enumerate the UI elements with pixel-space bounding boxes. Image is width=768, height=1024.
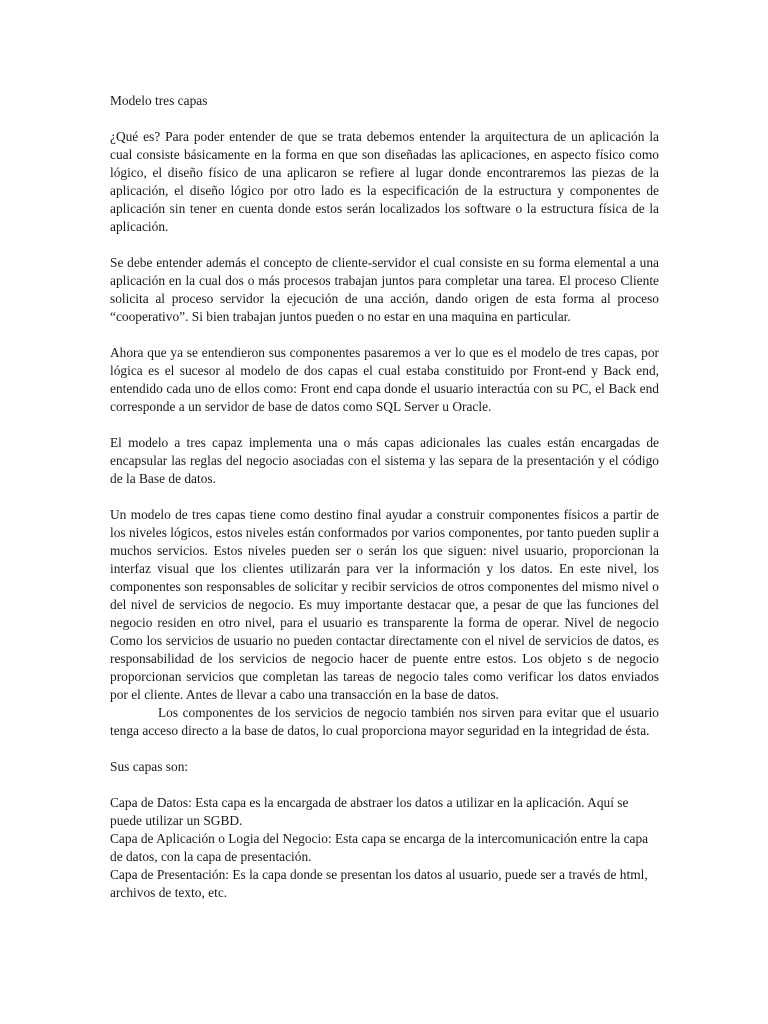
layer-application: Capa de Aplicación o Logia del Negocio: Esta capa se encarga de la intercomunicación entre la capa de datos, con la capa de presentación. (110, 831, 649, 864)
paragraph-business-services: Los componentes de los servicios de negocio también nos sirven para evitar que el usuario tenga acceso directo a la base de datos, lo cual proporciona mayor seguridad en la integridad de ésta. (110, 705, 659, 738)
layers-heading: Sus capas son: (110, 759, 189, 774)
paragraph-two-tier: Ahora que ya se entendieron sus componentes pasaremos a ver lo que es el modelo de tres capas, por lógica es el sucesor al modelo de dos capas el cual estaba constituido por Front-end y Back end, entendido cada uno de ellos como: Front end capa donde el usuario interactúa con su PC, el Back end corresponde a un servidor de base de datos como SQL Server u Oracle. (110, 345, 659, 414)
document-title: Modelo tres capas (110, 93, 208, 108)
paragraph-levels: Un modelo de tres capas tiene como destino final ayudar a construir componentes físicos a partir de los niveles lógicos, estos niveles están conformados por varios componentes, por tanto pueden suplir a muchos servicios. Estos niveles pueden ser o serán los que siguen: nivel usuario, proporcionan la interfaz visual que los clientes utilizarán para ver la información y los datos. En este nivel, los componentes son responsables de solicitar y recibir servicios de otros componentes del mismo nivel o del nivel de servicios de negocio. Es muy importante destacar que, a pesar de que las funciones del negocio residen en otro nivel, para el usuario es transparente la forma de operar. Nivel de negocio Como los servicios de usuario no pueden contactar directamente con el nivel de servicios de datos, es responsabilidad de los servicios de negocio hacer de puente entre estos. Los objeto s de negocio proporcionan servicios que completan las tareas de negocio tales como verificar los datos enviados por el cliente. Antes de llevar a cabo una transacción en la base de datos. (110, 507, 659, 702)
paragraph-what-is: ¿Qué es? Para poder entender de que se trata debemos entender la arquitectura de un aplicación la cual consiste básicamente en la forma en que son diseñadas las aplicaciones, en aspecto físico como lógico, el diseño físico de una aplicaron se refiere al lugar donde encontraremos las piezas de la aplicación, el diseño lógico por otro lado es la especificación de la estructura y componentes de aplicación sin tener en cuenta donde estos serán localizados los software o la estructura física de la aplicación. (110, 129, 659, 234)
layer-data: Capa de Datos: Esta capa es la encargada de abstraer los datos a utilizar en la aplicación. Aquí se puede utilizar un SGBD. (110, 795, 629, 828)
paragraph-client-server: Se debe entender además el concepto de cliente-servidor el cual consiste en su forma elemental a una aplicación en la cual dos o más procesos trabajan juntos para completar una tarea. El proceso Cliente solicita al proceso servidor la ejecución de una acción, dando origen de esta forma al proceso “cooperativo”. Si bien trabajan juntos pueden o no estar en una maquina en particular. (110, 255, 659, 324)
layer-presentation: Capa de Presentación: Es la capa donde se presentan los datos al usuario, puede ser a través de html, archivos de texto, etc. (110, 867, 648, 900)
document-page (110, 92, 659, 902)
paragraph-three-tier: El modelo a tres capaz implementa una o más capas adicionales las cuales están encargadas de encapsular las reglas del negocio asociadas con el sistema y las separa de la presentación y el código de la Base de datos. (110, 435, 659, 486)
